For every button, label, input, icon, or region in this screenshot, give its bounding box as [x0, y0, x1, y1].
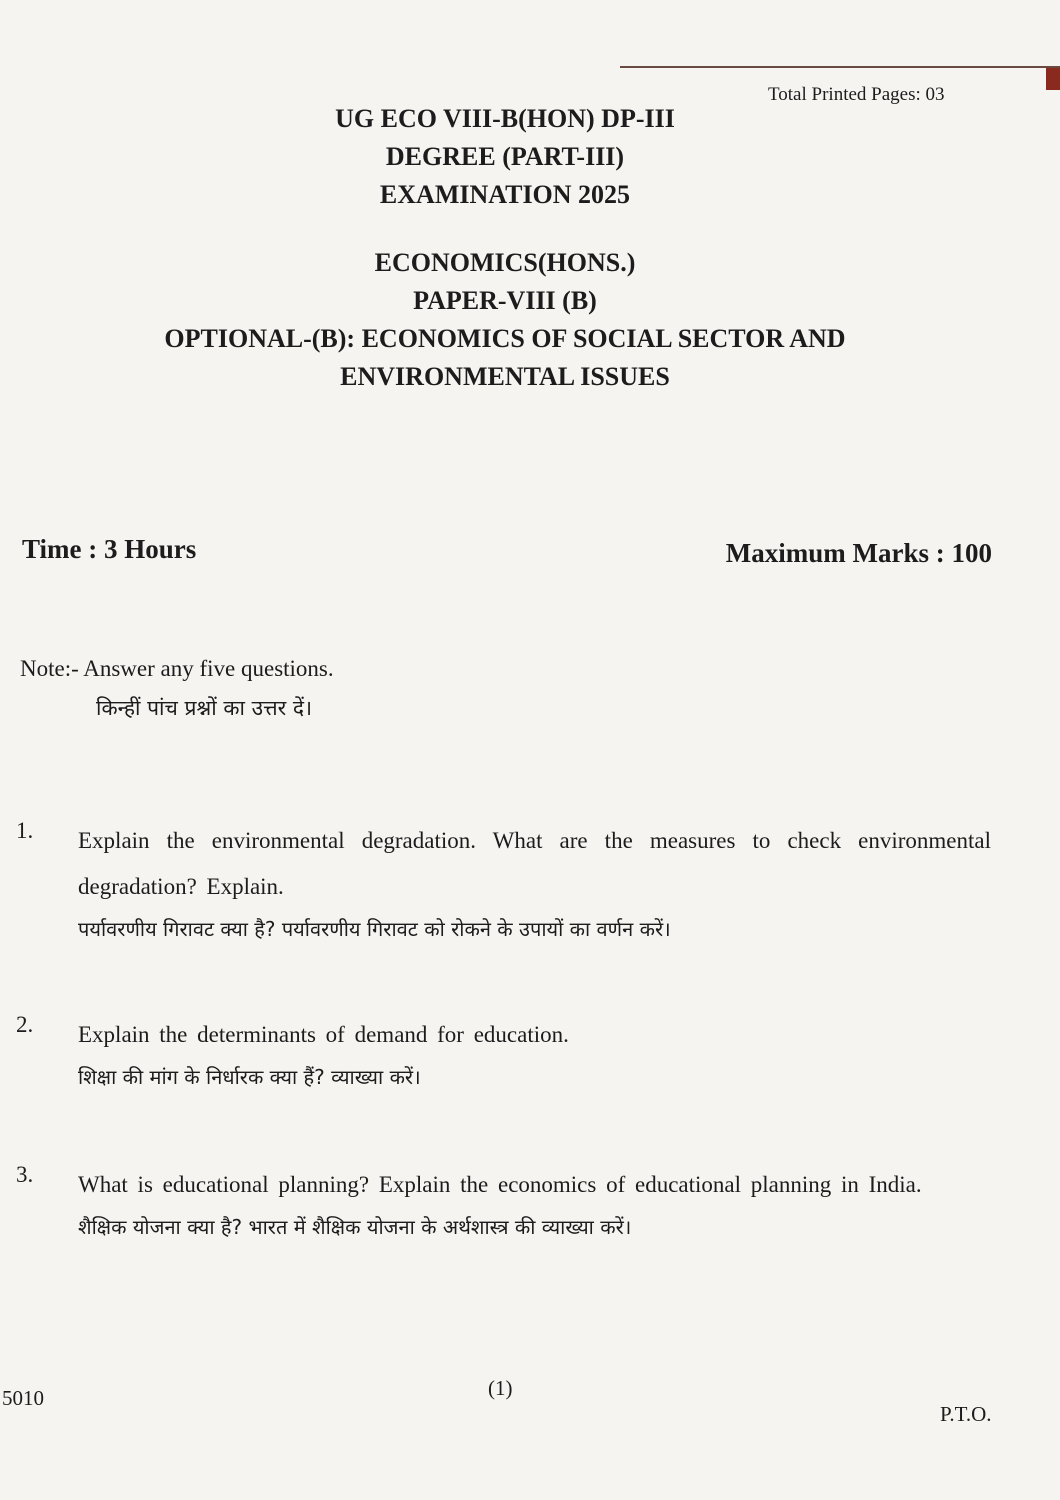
please-turn-over: P.T.O.: [940, 1402, 992, 1426]
question-number: 3.: [16, 1162, 34, 1187]
question-2: [16, 1012, 991, 1094]
question-number: 2.: [16, 1012, 34, 1037]
optional-title-line2: ENVIRONMENTAL ISSUES: [340, 362, 670, 391]
question-text-english: Explain the environmental degradation. What are the measures to check environmental degradation? Explain.: [78, 828, 991, 899]
examination-year: EXAMINATION 2025: [379, 180, 631, 209]
question-text-english: Explain the determinants of demand for education.: [78, 1022, 569, 1047]
corner-mark: [1046, 68, 1060, 90]
optional-title-line1: OPTIONAL-(B): ECONOMICS OF SOCIAL SECTOR AND: [164, 324, 846, 353]
paper-code: 5010: [2, 1386, 44, 1410]
question-text-hindi: पर्यावरणीय गिरावट क्या है? पर्यावरणीय गिरावट को रोकने के उपायों का वर्णन करें।: [78, 917, 671, 941]
question-number: 1.: [16, 818, 34, 843]
question-1: [16, 818, 991, 946]
question-text-english: What is educational planning? Explain the economics of educational planning in India.: [78, 1172, 922, 1197]
question-text-hindi: शिक्षा की मांग के निर्धारक क्या हैं? व्याख्या करें।: [78, 1065, 421, 1089]
subject-title: ECONOMICS(HONS.): [374, 248, 636, 277]
exam-time: Time : 3 Hours: [22, 534, 197, 564]
course-code: UG ECO VIII-B(HON) DP-III: [335, 104, 675, 133]
note-english: Note:- Answer any five questions.: [20, 656, 334, 681]
note-hindi: किन्हीं पांच प्रश्नों का उत्तर दें।: [96, 696, 313, 720]
paper-title: PAPER-VIII (B): [413, 286, 597, 315]
exam-header: [0, 100, 1010, 396]
question-text-hindi: शैक्षिक योजना क्या है? भारत में शैक्षिक योजना के अर्थशास्त्र की व्याख्या करें।: [78, 1215, 632, 1239]
top-border-line: [620, 66, 1060, 68]
question-3: [16, 1162, 991, 1244]
degree-title: DEGREE (PART-III): [385, 142, 625, 171]
page-number: (1): [488, 1376, 513, 1400]
total-printed-pages: Total Printed Pages: 03: [768, 84, 945, 105]
header-spacer: [0, 214, 1010, 244]
maximum-marks: Maximum Marks : 100: [725, 538, 992, 568]
